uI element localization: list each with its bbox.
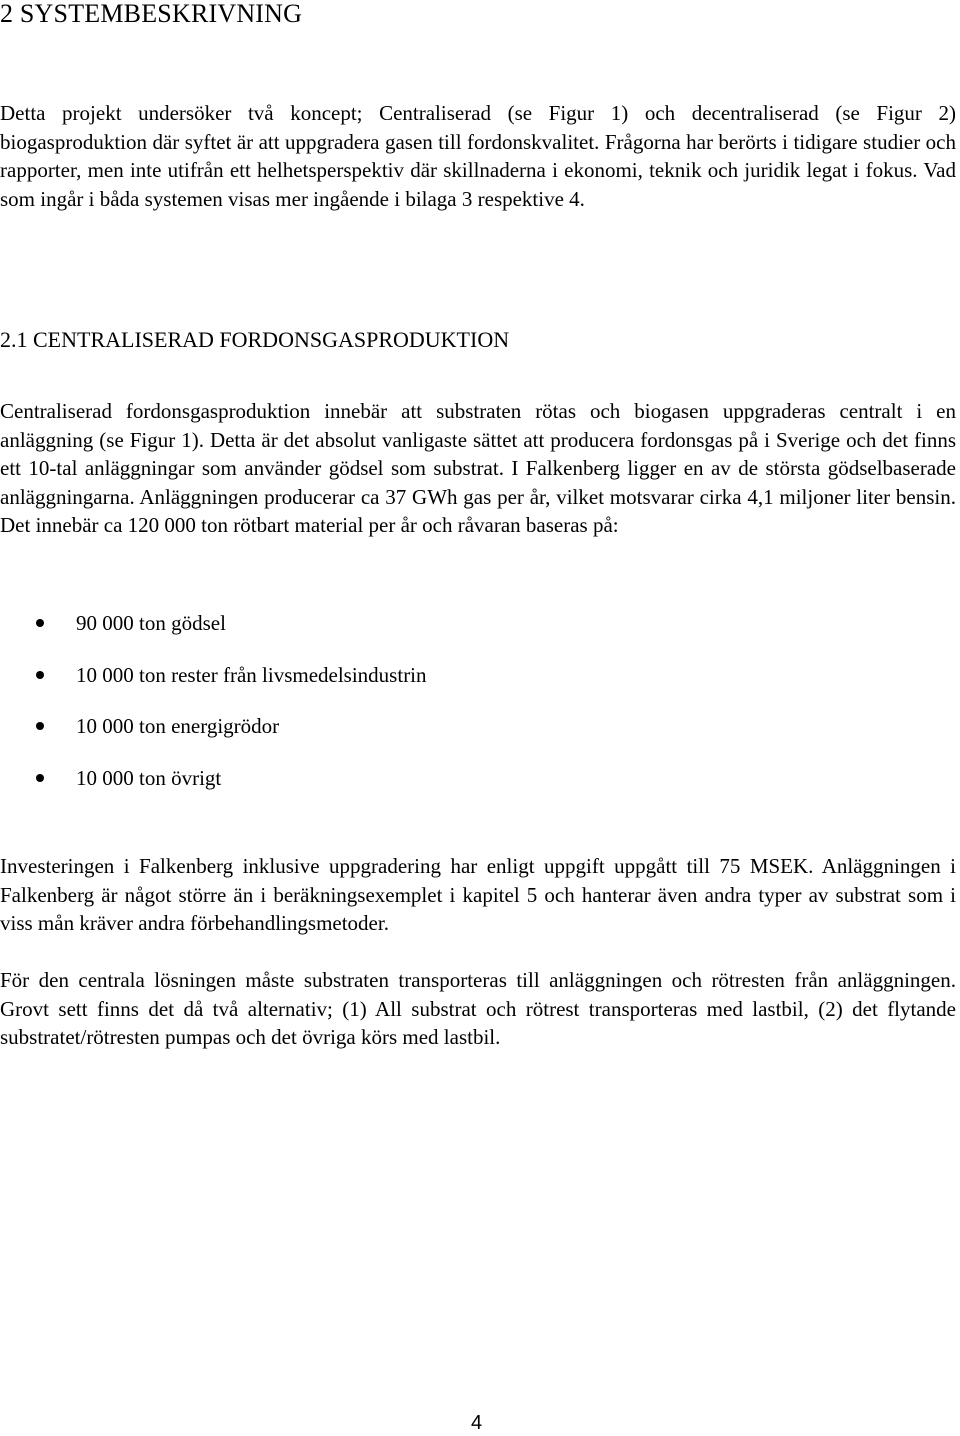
bullet-icon xyxy=(36,671,44,679)
investment-paragraph: Investeringen i Falkenberg inklusive uppgradering har enligt uppgift uppgått till 75 MSEK. Anläggningen i Falkenberg är något större än i beräkningsexemplet i kapitel 5 och hanterar även andra typer av substrat som i viss mån kräver andra förbehandlingsmetoder. xyxy=(0,854,956,935)
intro-paragraph: Detta projekt undersöker två koncept; Centraliserad (se Figur 1) och decentraliserad (se Figur 2) biogasproduktion där syftet är att uppgradera gasen till fordonskvalitet. Frågorna har berörts i tidigare studier och rapporter, men inte utifrån ett helhetsperspektiv där skillnaderna i ekonomi, teknik och juridik legat i fokus. Vad som ingår i båda systemen visas mer ingående i bilaga 3 respektive 4. xyxy=(0,101,956,211)
subsection-title: 2.1 CENTRALISERAD FORDONSGASPRODUKTION xyxy=(0,327,510,352)
page-number: 4 xyxy=(471,1412,483,1434)
bullet-icon xyxy=(36,722,44,730)
central-production-paragraph: Centraliserad fordonsgasproduktion innebär att substraten rötas och biogasen uppgraderas centralt i en anläggning (se Figur 1). Detta är det absolut vanligaste sättet att producera fordonsgas på i Sverige och det finns ett 10-tal anläggningar som använder gödsel som substrat. I Falkenberg ligger en av de största gödselbaserade anläggningarna. Anläggningen producerar ca 37 GWh gas per år, vilket motsvarar cirka 4,1 miljoner liter bensin. Det innebär ca 120 000 ton rötbart material per år och råvaran baseras på: xyxy=(0,399,956,537)
transport-paragraph: För den centrala lösningen måste substraten transporteras till anläggningen och rötresten från anläggningen. Grovt sett finns det då två alternativ; (1) All substrat och rötrest transporteras med lastbil, (2) det flytande substratet/rötresten pumpas och det övriga körs med lastbil. xyxy=(0,968,956,1049)
list-item-text: 10 000 ton energigrödor xyxy=(76,714,280,739)
bullet-icon xyxy=(36,774,44,782)
bullet-icon xyxy=(36,619,44,627)
section-title: 2 SYSTEMBESKRIVNING xyxy=(0,0,303,28)
list-item-text: 10 000 ton rester från livsmedelsindustrin xyxy=(76,662,427,687)
list-item-text: 10 000 ton övrigt xyxy=(76,766,222,791)
list-item-text: 90 000 ton gödsel xyxy=(76,611,226,635)
